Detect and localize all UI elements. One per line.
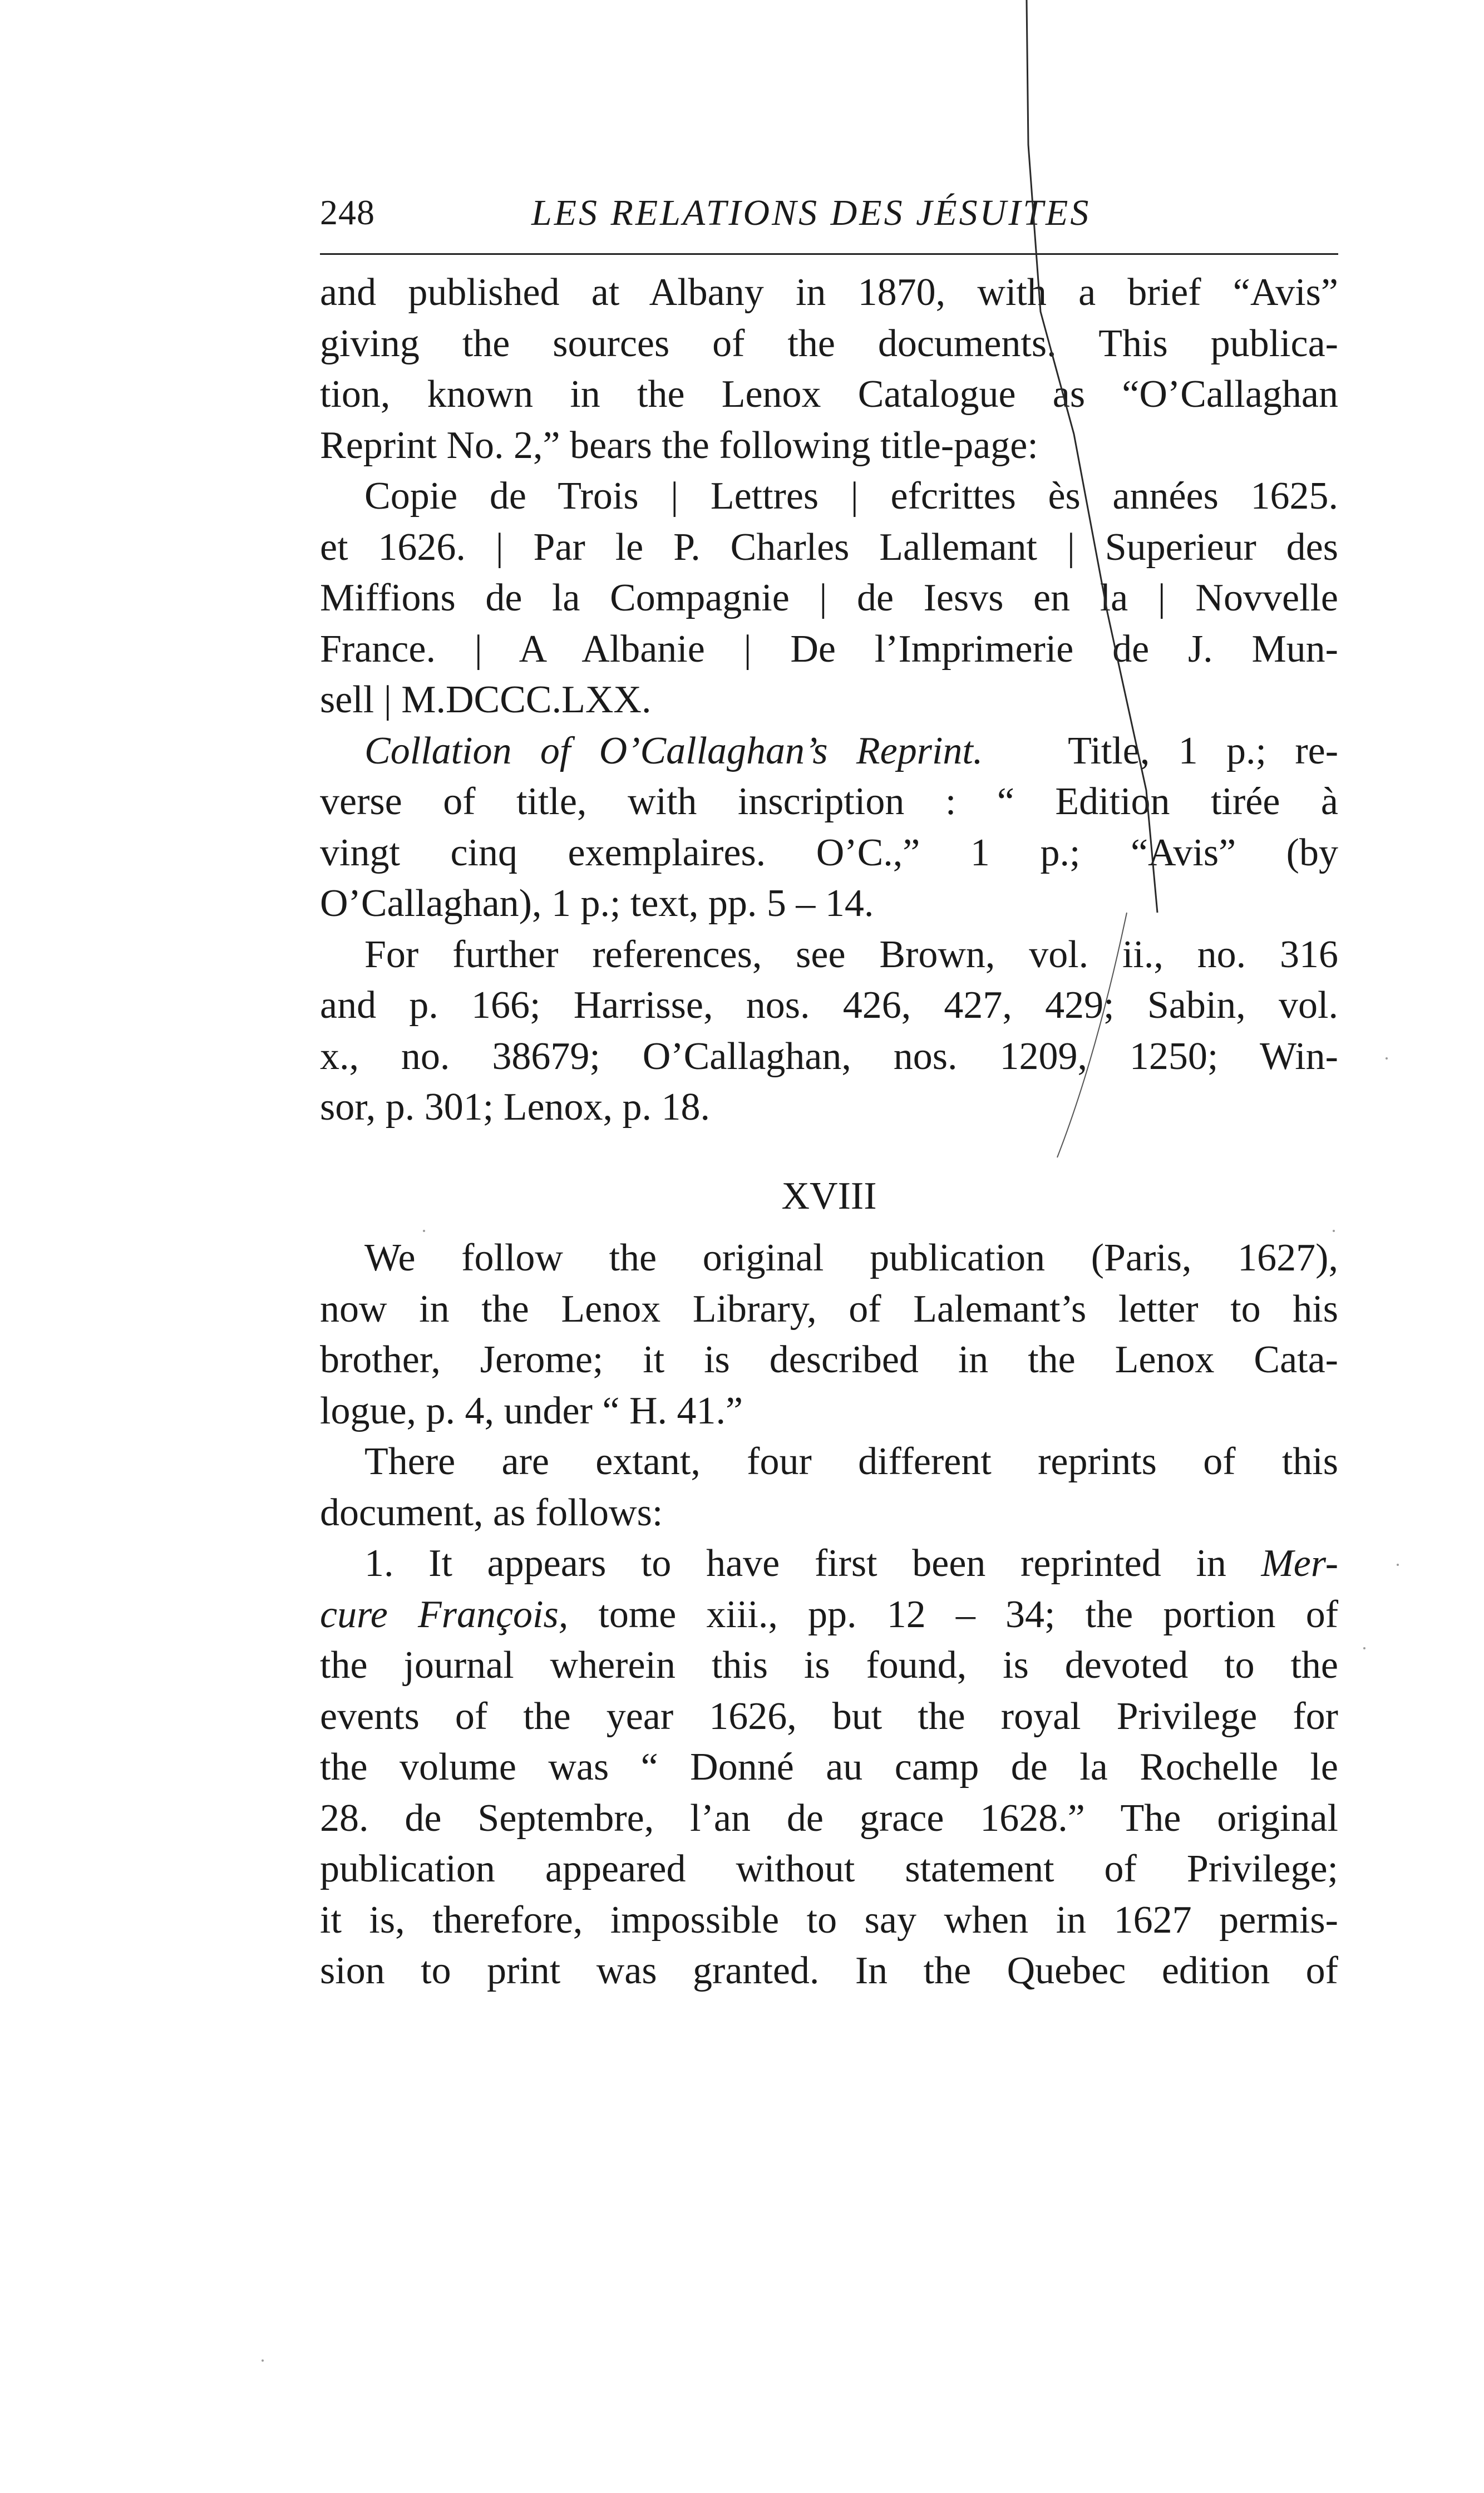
title-page-line: Miffions de la Compagnie | de Iesvs en la | Novvelle: [320, 577, 1338, 619]
reference-line: and p. 166; Harrisse, nos. 426, 427, 429; Sabin, vol.: [320, 984, 1338, 1027]
list-item-line: [320, 1589, 1338, 1640]
reference-line: x., no. 38679; O’Callaghan, nos. 1209, 1250; Win-: [320, 1034, 1338, 1078]
collation-line: O’Callaghan), 1 p.; text, pp. 5 – 14.: [320, 882, 874, 925]
text-line: tion, known in the Lenox Catalogue as “O’Callaghan: [320, 373, 1338, 416]
collation-label: Collation of O’Callaghan’s Reprint.: [364, 729, 983, 772]
header-rule: [320, 253, 1338, 255]
running-head: [320, 186, 1338, 248]
title-page-line: Copie de Trois | Lettres | efcrittes ès années 1625.: [364, 475, 1338, 518]
collation-line: verse of title, with inscription : “ Edition tirée à: [320, 780, 1338, 823]
list-item-line: [320, 1538, 1338, 1589]
paragraph-line: brother, Jerome; it is described in the Lenox Cata-: [320, 1338, 1338, 1381]
text-line: and published at Albany in 1870, with a brief “Avis”: [320, 271, 1338, 314]
paragraph-line: logue, p. 4, under “ H. 41.”: [320, 1389, 743, 1432]
paragraph-line: There are extant, four different reprints of this: [364, 1440, 1338, 1483]
list-item-line: the journal wherein this is found, is devoted to the: [320, 1644, 1338, 1687]
title-page-line: sell | M.DCCC.LXX.: [320, 678, 652, 721]
list-item-italic: Mer-: [1261, 1542, 1339, 1585]
reference-line: sor, p. 301; Lenox, p. 18.: [320, 1086, 711, 1129]
list-item-text: tome xiii., pp. 12 – 34; the portion of: [598, 1593, 1339, 1636]
section-heading: XVIII: [781, 1174, 877, 1218]
collation-line: vingt cinq exemplaires. O’C.,” 1 p.; “Avis” (by: [320, 831, 1338, 874]
list-item-text: 1. It appears to have first been reprinted in: [364, 1542, 1226, 1585]
collation-line: [320, 726, 1338, 777]
reference-line: For further references, see Brown, vol. ii., no. 316: [364, 933, 1338, 976]
title-page-line: France. | A Albanie | De l’Imprimerie de J. Mun-: [320, 627, 1338, 671]
paper-speck: [423, 1230, 425, 1232]
paper-speck: [1333, 1230, 1335, 1232]
list-item-line: publication appeared without statement of Privilege;: [320, 1847, 1338, 1890]
paragraph-line: now in the Lenox Library, of Lalemant’s letter to his: [320, 1287, 1338, 1331]
paragraph-line: We follow the original publication (Paris, 1627),: [364, 1236, 1338, 1279]
list-item-line: it is, therefore, impossible to say when in 1627 permis-: [320, 1898, 1338, 1942]
paper-speck: [262, 2359, 264, 2362]
list-item-line: events of the year 1626, but the royal Privilege for: [320, 1694, 1338, 1738]
list-item-line: the volume was “ Donné au camp de la Rochelle le: [320, 1746, 1338, 1789]
list-item-line: sion to print was granted. In the Quebec edition of: [320, 1949, 1338, 1992]
page-number: 248: [320, 193, 375, 232]
text-line: Reprint No. 2,” bears the following title-page:: [320, 423, 1038, 467]
collation-text: Title, 1 p.; re-: [1068, 729, 1339, 772]
body-text: [320, 267, 1338, 1997]
paragraph-line: document, as follows:: [320, 1491, 663, 1534]
list-item-line: 28. de Septembre, l’an de grace 1628.” The original: [320, 1796, 1338, 1840]
paper-speck: [1397, 1564, 1399, 1566]
list-item-italic: cure François,: [320, 1593, 569, 1636]
running-title: LES RELATIONS DES JÉSUITES: [531, 193, 1091, 233]
paper-speck: [1386, 1057, 1388, 1060]
text-line: giving the sources of the documents. This publica-: [320, 322, 1338, 365]
title-page-line: et 1626. | Par le P. Charles Lallemant | Superieur des: [320, 525, 1338, 569]
paper-speck: [1363, 1647, 1365, 1649]
